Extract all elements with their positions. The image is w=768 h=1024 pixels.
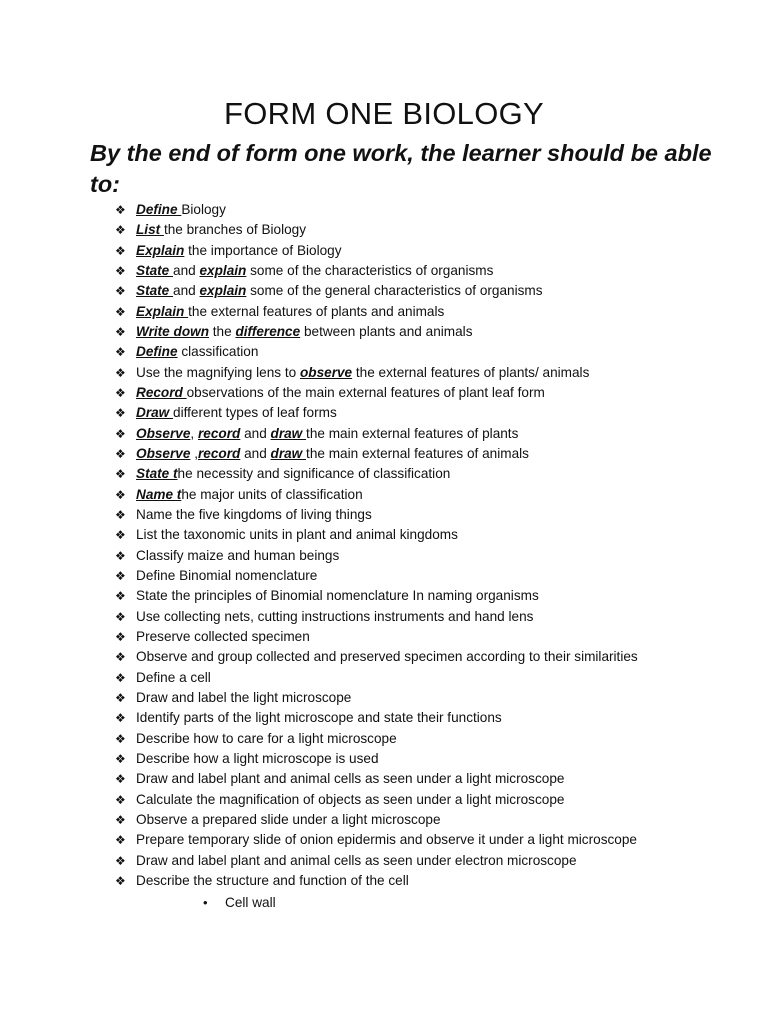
objective-keyword: Write down [136,323,209,339]
objective-text: Name the five kingdoms of living things [136,506,372,522]
diamond-bullet-icon: ❖ [115,507,126,522]
objective-keyword: draw [270,425,307,441]
objective-text: Describe how to care for a light microscope [136,730,397,746]
diamond-bullet-icon: ❖ [115,670,126,685]
objective-text: Use the magnifying lens to [136,364,300,380]
objective-text: he necessity and significance of classification [177,466,451,482]
objective-item [115,444,638,464]
objective-item [115,485,638,505]
objective-item [115,424,638,444]
objective-text: classification [177,344,259,360]
objective-text: Define Binomial nomenclature [136,567,318,583]
objective-keyword: Draw [136,405,174,421]
document-subtitle: By the end of form one work, the learner should be able to: [90,140,712,197]
document-title: FORM ONE BIOLOGY [223,96,544,131]
objective-text: some of the general characteristics of organisms [246,283,543,299]
objective-item [115,607,638,627]
diamond-bullet-icon: ❖ [115,772,126,787]
diamond-bullet-icon: ❖ [115,812,126,827]
objective-text: Define a cell [136,669,211,685]
objective-text: Prepare temporary slide of onion epidermis and observe it under a light microscope [136,832,637,848]
objective-text: , [190,445,198,461]
objective-item [115,220,638,240]
objective-text: and [173,262,200,278]
objective-text: Draw and label plant and animal cells as seen under electron microscope [136,852,577,868]
objective-text: Draw and label plant and animal cells as seen under a light microscope [136,771,565,787]
objective-item [115,790,638,810]
objective-item [115,810,638,830]
objective-item [115,546,638,566]
objective-keyword: Define [136,202,182,217]
objective-keyword: Explain [136,303,189,319]
objective-item [115,281,638,301]
objective-text: and [173,283,200,299]
objective-text: Calculate the magnification of objects as seen under a light microscope [136,791,565,807]
objective-text: the branches of Biology [163,222,307,238]
objective-item [115,627,638,647]
objective-item [115,241,638,261]
diamond-bullet-icon: ❖ [115,731,126,746]
sub-item-label: Cell wall [225,895,276,910]
objective-text: the external features of plants and animals [188,303,445,319]
diamond-bullet-icon: ❖ [115,203,126,217]
objective-text: observations of the main external features of plant leaf form [186,384,545,400]
objective-item [115,403,638,423]
diamond-bullet-icon: ❖ [115,792,126,807]
objective-text: the external features of plants/ animals [352,364,590,380]
objective-keyword: Record [136,384,187,400]
objective-item [115,871,638,891]
objective-item [115,464,638,484]
objective-text: between plants and animals [300,323,473,339]
objective-text: Describe how a light microscope is used [136,750,379,766]
objective-item [115,200,638,220]
diamond-bullet-icon: ❖ [115,690,126,705]
diamond-bullet-icon: ❖ [115,711,126,726]
objective-text: , [190,425,198,441]
objective-text: List the taxonomic units in plant and animal kingdoms [136,527,458,543]
objective-text: Observe and group collected and preserved specimen according to their similarities [136,649,638,665]
objective-item [115,586,638,606]
objective-text: State the principles of Binomial nomenclature In naming organisms [136,588,539,604]
objective-text: Draw and label the light microscope [136,689,352,705]
objective-text: Biology [181,202,226,217]
objective-item [115,668,638,688]
diamond-bullet-icon: ❖ [115,609,126,624]
objective-text: different types of leaf forms [173,405,337,421]
objective-item [115,688,638,708]
objective-text: the main external features of plants [306,425,519,441]
objective-text: Classify maize and human beings [136,547,340,563]
objective-item [115,647,638,667]
objective-keyword: observe [299,364,353,380]
objective-item [115,322,638,342]
diamond-bullet-icon: ❖ [115,284,126,299]
objective-keyword: List [136,222,164,238]
objective-keyword: record [197,425,241,441]
diamond-bullet-icon: ❖ [115,223,126,238]
diamond-bullet-icon: ❖ [115,406,126,421]
diamond-bullet-icon: ❖ [115,345,126,360]
objective-item [115,729,638,749]
diamond-bullet-icon: ❖ [115,243,126,258]
objective-item [115,769,638,789]
objective-keyword: Observe [136,445,191,461]
diamond-bullet-icon: ❖ [115,528,126,543]
diamond-bullet-icon: ❖ [115,304,126,319]
objective-keyword: explain [199,262,247,278]
diamond-bullet-icon: ❖ [115,385,126,400]
objective-keyword: State [136,262,174,278]
objective-item [115,261,638,281]
objective-text: Identify parts of the light microscope and state their functions [136,710,502,726]
objective-item [115,342,638,362]
objective-item [115,505,638,525]
objective-keyword: Explain [136,242,185,258]
diamond-bullet-icon: ❖ [115,467,126,482]
objective-text: Use collecting nets, cutting instructions instruments and hand lens [136,608,534,624]
objective-keyword: explain [199,283,247,299]
diamond-bullet-icon: ❖ [115,487,126,502]
diamond-bullet-icon: ❖ [115,629,126,644]
diamond-bullet-icon: ❖ [115,426,126,441]
objective-text: Preserve collected specimen [136,628,310,644]
objective-keyword: Name t [136,486,182,502]
diamond-bullet-icon: ❖ [115,873,126,888]
objective-keyword: Define [136,344,178,360]
diamond-bullet-icon: ❖ [115,650,126,665]
diamond-bullet-icon: ❖ [115,589,126,604]
objective-keyword: record [197,445,241,461]
objective-text: the main external features of animals [306,445,529,461]
objective-item [115,708,638,728]
diamond-bullet-icon: ❖ [115,853,126,868]
objective-item [115,851,638,871]
objective-text: and [240,425,271,441]
objective-text: and [240,445,271,461]
objective-text: Observe a prepared slide under a light microscope [136,811,441,827]
objective-text: some of the characteristics of organisms [246,262,494,278]
diamond-bullet-icon: ❖ [115,446,126,461]
objective-text: Describe the structure and function of the cell [136,872,409,888]
objective-item [115,363,638,383]
objective-keyword: State [136,283,174,299]
diamond-bullet-icon: ❖ [115,751,126,766]
objective-item [115,830,638,850]
objective-keyword: Observe [136,425,191,441]
objectives-list [115,200,638,891]
objective-item [115,383,638,403]
objective-keyword: State t [136,466,178,482]
diamond-bullet-icon: ❖ [115,548,126,563]
diamond-bullet-icon: ❖ [115,365,126,380]
sub-list-item [203,893,276,913]
objective-item [115,749,638,769]
objective-item [115,525,638,545]
objective-text: the importance of Biology [184,242,342,258]
bullet-dot-icon: • [203,895,208,910]
objective-keyword: difference [235,323,301,339]
diamond-bullet-icon: ❖ [115,324,126,339]
objective-keyword: draw [270,445,307,461]
objective-text: the [209,323,236,339]
diamond-bullet-icon: ❖ [115,833,126,848]
diamond-bullet-icon: ❖ [115,568,126,583]
objective-text: he major units of classification [181,486,363,502]
diamond-bullet-icon: ❖ [115,263,126,278]
objective-item [115,302,638,322]
objective-item [115,566,638,586]
